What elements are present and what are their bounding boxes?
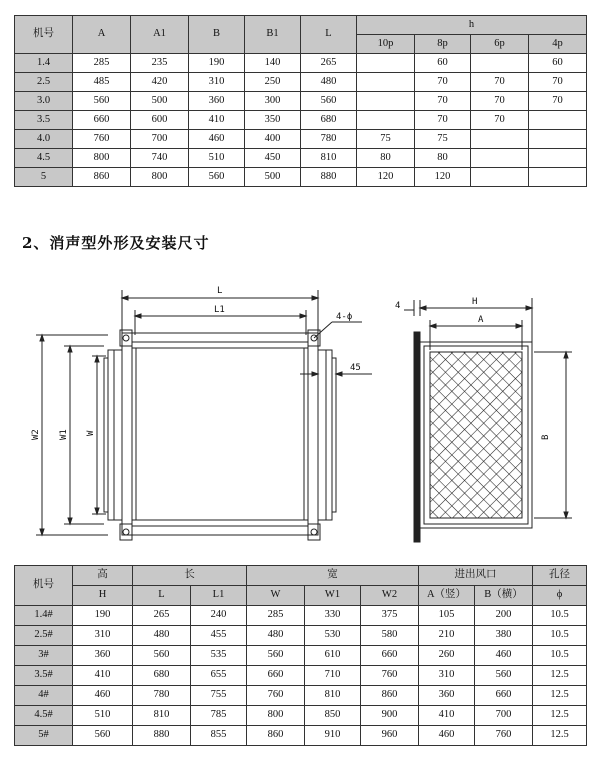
table-cell: 560 [73, 726, 133, 746]
table-cell: 360 [419, 686, 475, 706]
table-cell: 860 [361, 686, 419, 706]
table-cell [529, 111, 587, 130]
header-L: L [301, 16, 357, 54]
header-A-vertical: A（竖） [419, 586, 475, 606]
table-cell: 70 [415, 73, 471, 92]
table-cell: 70 [415, 92, 471, 111]
installation-drawing [0, 270, 600, 560]
table-cell: 780 [133, 686, 191, 706]
header-h: h [357, 16, 587, 35]
header-inlet-outlet: 进出风口 [419, 566, 533, 586]
table-cell: 265 [301, 54, 357, 73]
dim-W2-label: W2 [31, 429, 41, 440]
table-cell: 235 [131, 54, 189, 73]
table-cell: 285 [73, 54, 131, 73]
row-label-cell: 3# [15, 646, 73, 666]
table-cell [471, 149, 529, 168]
table-cell: 310 [73, 626, 133, 646]
table-cell: 810 [301, 149, 357, 168]
table-cell: 12.5 [533, 706, 587, 726]
table-cell: 400 [245, 130, 301, 149]
table-cell: 860 [73, 168, 131, 187]
table-cell: 960 [361, 726, 419, 746]
row-label-cell: 4.5 [15, 149, 73, 168]
table-cell: 500 [245, 168, 301, 187]
table-cell: 700 [475, 706, 533, 726]
table-cell: 680 [133, 666, 191, 686]
table-cell: 680 [301, 111, 357, 130]
table-cell: 860 [247, 726, 305, 746]
table-cell: 200 [475, 606, 533, 626]
table-cell: 265 [133, 606, 191, 626]
table-cell: 910 [305, 726, 361, 746]
header-A: A [73, 16, 131, 54]
table-cell: 350 [245, 111, 301, 130]
table-cell: 285 [247, 606, 305, 626]
header-machine-no: 机号 [15, 16, 73, 54]
header-h-6p: 6p [471, 35, 529, 54]
table-cell: 800 [73, 149, 131, 168]
table-row [15, 626, 587, 646]
table-cell [471, 130, 529, 149]
table-cell: 450 [245, 149, 301, 168]
dim-L-label: L [217, 286, 223, 296]
table-cell: 260 [419, 646, 475, 666]
table-cell: 760 [73, 130, 131, 149]
table-cell: 560 [247, 646, 305, 666]
table-cell: 310 [419, 666, 475, 686]
dim-4-label: 4 [395, 301, 401, 311]
table-cell: 900 [361, 706, 419, 726]
table-row [15, 111, 587, 130]
table-cell: 460 [419, 726, 475, 746]
table-cell: 60 [529, 54, 587, 73]
table-cell: 10.5 [533, 646, 587, 666]
dim-45-label: 45 [350, 363, 361, 373]
table-cell: 510 [73, 706, 133, 726]
dimensions-table-1 [14, 15, 587, 187]
table2-body [15, 606, 587, 746]
header-h-10p: 10p [357, 35, 415, 54]
header-width: 宽 [247, 566, 419, 586]
table-cell: 10.5 [533, 626, 587, 646]
table-cell: 410 [73, 666, 133, 686]
table-row [15, 54, 587, 73]
table-cell: 700 [131, 130, 189, 149]
dimensions-table-2 [14, 565, 587, 746]
table-cell: 80 [415, 149, 471, 168]
table-cell: 420 [131, 73, 189, 92]
row-label-cell: 3.5 [15, 111, 73, 130]
header-B1: B1 [245, 16, 301, 54]
dim-L1-label: L1 [214, 305, 225, 315]
table-cell: 460 [189, 130, 245, 149]
table-row [15, 706, 587, 726]
table-cell: 330 [305, 606, 361, 626]
table-cell: 75 [357, 130, 415, 149]
table-cell [529, 130, 587, 149]
table-row [15, 149, 587, 168]
side-view [404, 298, 572, 542]
table-cell: 300 [245, 92, 301, 111]
table-cell: 660 [475, 686, 533, 706]
table-cell: 880 [133, 726, 191, 746]
table-cell: 660 [73, 111, 131, 130]
table-cell: 780 [301, 130, 357, 149]
table-cell: 740 [131, 149, 189, 168]
table-cell [529, 168, 587, 187]
header-length: 长 [133, 566, 247, 586]
dim-B-label: B [541, 434, 551, 440]
table-cell: 855 [191, 726, 247, 746]
row-label-cell: 4.0 [15, 130, 73, 149]
header-L: L [133, 586, 191, 606]
table-cell: 10.5 [533, 606, 587, 626]
table-cell: 70 [471, 92, 529, 111]
table-cell: 710 [305, 666, 361, 686]
table-cell: 480 [301, 73, 357, 92]
table-row [15, 606, 587, 626]
table-cell: 800 [131, 168, 189, 187]
row-label-cell: 1.4# [15, 606, 73, 626]
table-cell: 560 [133, 646, 191, 666]
header-height: 高 [73, 566, 133, 586]
table-cell: 660 [247, 666, 305, 686]
header-hole-diameter: 孔径 [533, 566, 587, 586]
table-cell: 800 [247, 706, 305, 726]
header-machine-no: 机号 [15, 566, 73, 606]
header-W2: W2 [361, 586, 419, 606]
table-cell: 480 [133, 626, 191, 646]
table-cell: 12.5 [533, 666, 587, 686]
table-cell: 105 [419, 606, 475, 626]
table-cell: 120 [415, 168, 471, 187]
table-cell: 460 [73, 686, 133, 706]
table-cell: 140 [245, 54, 301, 73]
table-cell [357, 54, 415, 73]
table-row [15, 168, 587, 187]
dim-H-label: H [472, 297, 478, 307]
row-label-cell: 4# [15, 686, 73, 706]
table-cell [357, 92, 415, 111]
header-B: B [189, 16, 245, 54]
header-h-8p: 8p [415, 35, 471, 54]
table-cell: 60 [415, 54, 471, 73]
table-cell: 850 [305, 706, 361, 726]
table-cell: 760 [475, 726, 533, 746]
dim-4phi-label: 4-ϕ [336, 312, 353, 322]
table-cell: 410 [419, 706, 475, 726]
table-cell: 560 [301, 92, 357, 111]
table-cell: 410 [189, 111, 245, 130]
header-phi: ϕ [533, 586, 587, 606]
table-row [15, 666, 587, 686]
dim-A-label: A [478, 315, 484, 325]
table-cell: 380 [475, 626, 533, 646]
row-label-cell: 1.4 [15, 54, 73, 73]
header-W: W [247, 586, 305, 606]
table-cell: 785 [191, 706, 247, 726]
table-cell: 190 [73, 606, 133, 626]
front-view [36, 290, 372, 540]
table-cell: 360 [73, 646, 133, 666]
table-cell: 485 [73, 73, 131, 92]
dim-W1-label: W1 [59, 429, 69, 440]
table-cell: 310 [189, 73, 245, 92]
table-cell: 610 [305, 646, 361, 666]
row-label-cell: 3.0 [15, 92, 73, 111]
table-cell: 120 [357, 168, 415, 187]
row-label-cell: 2.5# [15, 626, 73, 646]
table-cell: 70 [471, 73, 529, 92]
table-cell: 600 [131, 111, 189, 130]
table-cell: 455 [191, 626, 247, 646]
row-label-cell: 2.5 [15, 73, 73, 92]
table-cell: 655 [191, 666, 247, 686]
table-cell [357, 73, 415, 92]
table-cell: 12.5 [533, 726, 587, 746]
table-cell: 500 [131, 92, 189, 111]
table-cell: 660 [361, 646, 419, 666]
table-cell [529, 149, 587, 168]
table-row [15, 646, 587, 666]
table-cell: 880 [301, 168, 357, 187]
table-cell: 360 [189, 92, 245, 111]
table-cell: 75 [415, 130, 471, 149]
table-cell: 810 [305, 686, 361, 706]
table-cell: 480 [247, 626, 305, 646]
table-cell: 510 [189, 149, 245, 168]
table-row [15, 726, 587, 746]
header-B-horizontal: B（横） [475, 586, 533, 606]
table1-body [15, 54, 587, 187]
table-cell [471, 168, 529, 187]
dim-W-label: W [86, 430, 96, 436]
header-W1: W1 [305, 586, 361, 606]
table-cell: 755 [191, 686, 247, 706]
table-cell: 70 [529, 92, 587, 111]
header-h-4p: 4p [529, 35, 587, 54]
table-cell: 70 [471, 111, 529, 130]
table-cell: 70 [529, 73, 587, 92]
table-cell: 560 [475, 666, 533, 686]
header-L1: L1 [191, 586, 247, 606]
table-cell: 460 [475, 646, 533, 666]
table-cell: 375 [361, 606, 419, 626]
section-title: 2、消声型外形及安装尺寸 [22, 234, 210, 252]
table-cell: 250 [245, 73, 301, 92]
table-cell: 560 [73, 92, 131, 111]
table-cell: 760 [247, 686, 305, 706]
table-row [15, 130, 587, 149]
table-cell: 190 [189, 54, 245, 73]
table-cell: 535 [191, 646, 247, 666]
table-row [15, 686, 587, 706]
table-row [15, 73, 587, 92]
table-cell: 760 [361, 666, 419, 686]
row-label-cell: 4.5# [15, 706, 73, 726]
row-label-cell: 5 [15, 168, 73, 187]
table-cell: 210 [419, 626, 475, 646]
table-cell: 240 [191, 606, 247, 626]
table-row [15, 92, 587, 111]
table-cell [471, 54, 529, 73]
table-cell: 560 [189, 168, 245, 187]
table-cell [357, 111, 415, 130]
table-cell: 80 [357, 149, 415, 168]
table-cell: 12.5 [533, 686, 587, 706]
table-cell: 530 [305, 626, 361, 646]
table-cell: 580 [361, 626, 419, 646]
header-H: H [73, 586, 133, 606]
table-cell: 810 [133, 706, 191, 726]
row-label-cell: 3.5# [15, 666, 73, 686]
table-cell: 70 [415, 111, 471, 130]
header-A1: A1 [131, 16, 189, 54]
row-label-cell: 5# [15, 726, 73, 746]
